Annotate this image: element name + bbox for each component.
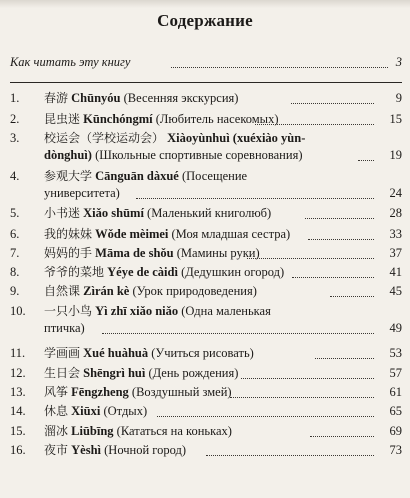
toc-entry-russian: (Урок природоведения) — [132, 284, 257, 298]
toc-entry-chinese: 风筝 — [44, 385, 69, 399]
toc-entry-page: 41 — [389, 265, 402, 279]
toc-entry-text — [44, 130, 388, 164]
dotted-leader — [241, 378, 374, 379]
dotted-leader — [206, 455, 374, 456]
dotted-leader — [136, 198, 374, 199]
toc-entry-page: 9 — [395, 91, 402, 105]
toc-entry-page: 15 — [389, 112, 402, 126]
toc-entry-text — [44, 384, 388, 401]
dotted-leader — [330, 296, 374, 297]
toc-entry-page: 73 — [389, 443, 402, 457]
toc-entry-number: 1. — [10, 91, 20, 105]
toc-entry-text — [44, 168, 388, 202]
toc-entry-chinese: 一只小鸟 — [44, 304, 93, 318]
toc-entry-chinese: 小书迷 — [44, 206, 81, 220]
dotted-leader — [102, 333, 374, 334]
toc-entry-text — [44, 111, 388, 128]
toc-entry-number: 13. — [10, 385, 26, 399]
toc-entry-chinese: 自然课 — [44, 284, 81, 298]
toc-intro-text: Как читать эту книгу — [10, 55, 131, 69]
toc-entry-chinese: 校运会（学校运动会） — [44, 131, 165, 145]
toc-entry-russian: (Моя младшая сестра) — [171, 227, 291, 241]
toc-entry-page: 69 — [389, 424, 402, 438]
toc-entry-text — [44, 90, 388, 107]
toc-entry-russian: (Учиться рисовать) — [151, 346, 254, 360]
toc-entry-page: 45 — [389, 284, 402, 298]
dotted-leader — [255, 124, 374, 125]
toc-entry-text — [44, 283, 388, 300]
toc-entry-pinyin: dònghuì) — [44, 148, 92, 162]
toc-entry-text — [44, 442, 388, 459]
toc-entry-number: 8. — [10, 265, 20, 279]
toc-entry-pinyin: Yèshì — [71, 443, 102, 457]
toc-entry-page: 37 — [389, 246, 402, 260]
toc-entry-chinese: 学画画 — [44, 346, 81, 360]
toc-entry-text — [44, 403, 388, 420]
toc-entry-number: 16. — [10, 443, 26, 457]
toc-entry-russian: птичка) — [44, 321, 85, 335]
toc-entry-russian: (Воздушный змей) — [131, 385, 232, 399]
toc-entry-chinese: 溜冰 — [44, 424, 69, 438]
toc-entry-number: 15. — [10, 424, 26, 438]
toc-entry-russian: (Мамины руки) — [176, 246, 260, 260]
dotted-leader — [171, 67, 388, 68]
toc-entry-pinyin: Xiūxi — [71, 404, 101, 418]
toc-entry-russian: (Школьные спортивные соревнования) — [95, 148, 303, 162]
toc-entry-text — [44, 226, 388, 243]
dotted-leader — [230, 397, 374, 398]
toc-entry-number: 3. — [10, 131, 20, 145]
dotted-leader — [291, 103, 374, 104]
toc-entry-pinyin: Wǒde mèimei — [95, 227, 169, 241]
toc-entry-pinyin: Zìrán kè — [83, 284, 130, 298]
toc-entry-number: 7. — [10, 246, 20, 260]
toc-entry-chinese: 休息 — [44, 404, 69, 418]
toc-entry-russian: университета) — [44, 186, 120, 200]
toc-entry-chinese: 参观大学 — [44, 169, 93, 183]
toc-entry-russian: (Отдых) — [103, 404, 148, 418]
dotted-leader — [157, 416, 374, 417]
toc-entry-text — [44, 365, 388, 382]
toc-entry-chinese: 生日会 — [44, 366, 81, 380]
toc-entry-chinese: 爷爷的菜地 — [44, 265, 105, 279]
dotted-leader — [292, 277, 374, 278]
toc-entry-number: 12. — [10, 366, 26, 380]
toc-entry-pinyin: Yì zhī xiǎo niǎo — [95, 304, 179, 318]
toc-entry-chinese: 夜市 — [44, 443, 69, 457]
toc-entry-text — [44, 345, 388, 362]
toc-entry-pinyin: Liūbīng — [71, 424, 114, 438]
toc-entry-page: 33 — [389, 227, 402, 241]
toc-entry-page: 19 — [389, 148, 402, 162]
toc-entry-text — [44, 423, 388, 440]
toc-entry-number: 5. — [10, 206, 20, 220]
toc-entry-pinyin: Fēngzheng — [71, 385, 129, 399]
toc-entry-russian: (Ночной город) — [104, 443, 187, 457]
toc-entry-page: 57 — [389, 366, 402, 380]
toc-intro-page: 3 — [395, 55, 402, 69]
divider-rule — [10, 82, 402, 83]
toc-entry-russian: (Одна маленькая — [181, 304, 271, 318]
toc-entry-pinyin: Xiǎo shūmí — [83, 206, 144, 220]
toc-entry-number: 14. — [10, 404, 26, 418]
toc-entry-pinyin: Māma de shǒu — [95, 246, 174, 260]
toc-entry-russian: (Весенняя экскурсия) — [123, 91, 239, 105]
toc-entry-number: 9. — [10, 284, 20, 298]
toc-entry-chinese: 我的妹妹 — [44, 227, 93, 241]
toc-entry-page: 24 — [389, 186, 402, 200]
toc-entry-text — [44, 205, 388, 222]
dotted-leader — [308, 239, 374, 240]
toc-entry-russian: (Любитель насекомых) — [155, 112, 279, 126]
toc-entry-page: 49 — [389, 321, 402, 335]
toc-entry-pinyin: Xiàoyùnhuì (xuéxiào yùn- — [167, 131, 306, 145]
toc-entry-text — [44, 245, 388, 262]
toc-entry-page: 65 — [389, 404, 402, 418]
toc-entry-russian: (Посещение — [181, 169, 248, 183]
dotted-leader — [310, 436, 374, 437]
toc-entry-number: 2. — [10, 112, 20, 126]
toc-entry-russian: (Дедушкин огород) — [181, 265, 285, 279]
toc-entry-number: 6. — [10, 227, 20, 241]
toc-entry-page: 61 — [389, 385, 402, 399]
toc-entry-russian: (Маленький книголюб) — [147, 206, 272, 220]
toc-entry-text — [44, 303, 388, 337]
toc-entry-number: 11. — [10, 346, 26, 360]
dotted-leader — [247, 258, 374, 259]
toc-entry-number: 10. — [10, 304, 26, 318]
page-title: Содержание — [157, 11, 253, 30]
page-top-edge — [0, 0, 410, 8]
toc-entry-chinese: 春游 — [44, 91, 69, 105]
toc-entry-chinese: 昆虫迷 — [44, 112, 81, 126]
toc-entry-pinyin: Kūnchóngmí — [83, 112, 153, 126]
toc-entry-russian: (День рождения) — [148, 366, 239, 380]
toc-entry-number: 4. — [10, 169, 20, 183]
toc-entry-page: 28 — [389, 206, 402, 220]
dotted-leader — [315, 358, 374, 359]
toc-entry-pinyin: Xué huàhuà — [83, 346, 149, 360]
toc-entry-page: 53 — [389, 346, 402, 360]
toc-entry-russian: (Кататься на коньках) — [116, 424, 232, 438]
toc-entry-pinyin: Cānguān dàxué — [95, 169, 179, 183]
toc-entry-chinese: 妈妈的手 — [44, 246, 93, 260]
toc-entry-pinyin: Shēngrì huì — [83, 366, 146, 380]
toc-entry-text — [44, 264, 388, 281]
dotted-leader — [305, 218, 374, 219]
toc-entry-pinyin: Yéye de càidì — [107, 265, 178, 279]
toc-entry-pinyin: Chūnyóu — [71, 91, 121, 105]
dotted-leader — [358, 160, 374, 161]
